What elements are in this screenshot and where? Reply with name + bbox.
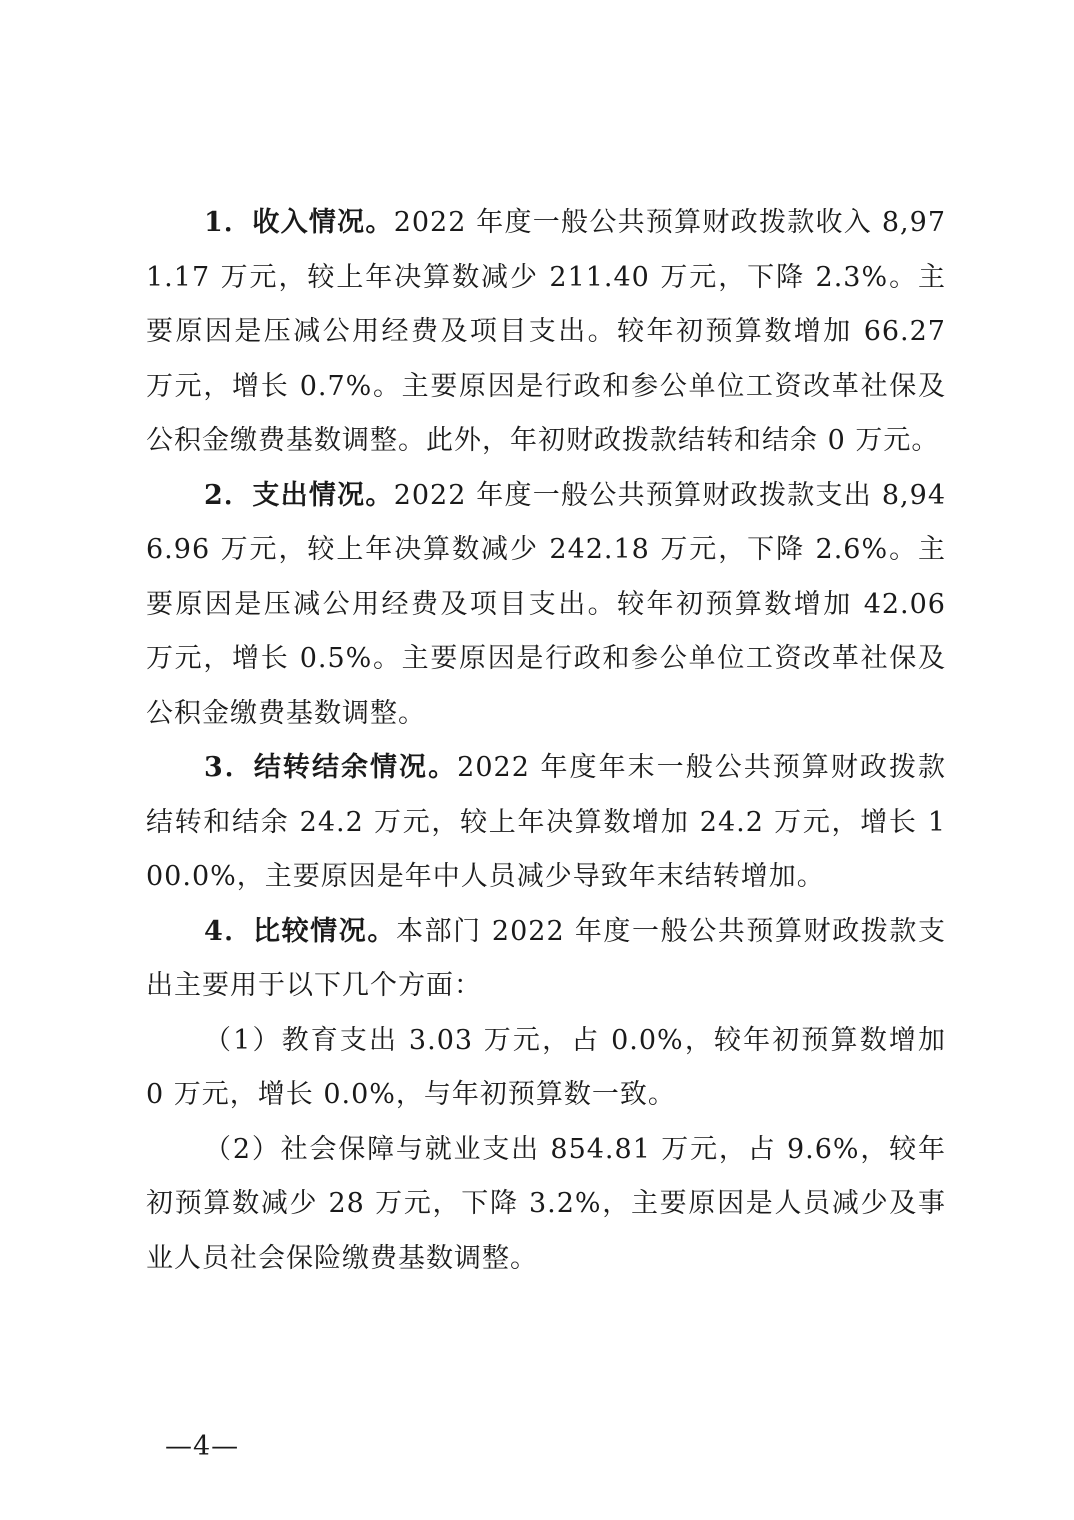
text-education: （1）教育支出 3.03 万元，占 0.0%，较年初预算数增加 0 万元，增长 0.0%，与年初预算数一致。 [146,1024,946,1110]
paragraph-carryover [146,741,946,905]
paragraph-education [146,1014,946,1123]
text-comparison: 本部门 2022 年度一般公共预算财政拨款支出主要用于以下几个方面： [146,915,946,1001]
text-expenditure: 2022 年度一般公共预算财政拨款支出 8,946.96 万元，较上年决算数减少 242.18 万元，下降 2.6%。主要原因是压减公用经费及项目支出。较年初预算数增加 42.06 万元，增长 0.5%。主要原因是行政和参公单位工资改革社保及公积金缴费基数调整。 [146,479,946,729]
text-income: 2022 年度一般公共预算财政拨款收入 8,971.17 万元，较上年决算数减少 211.40 万元，下降 2.3%。主要原因是压减公用经费及项目支出。较年初预算数增加 66.27 万元，增长 0.7%。主要原因是行政和参公单位工资改革社保及公积金缴费基数调整。此外，年初财政拨款结转和结余 0 万元。 [146,207,946,456]
heading-expenditure: 2．支出情况。 [204,479,394,511]
heading-income: 1．收入情况。 [204,207,394,238]
paragraph-expenditure [146,469,946,742]
text-social-security: （2）社会保障与就业支出 854.81 万元，占 9.6%，较年初预算数减少 28 万元，下降 3.2%，主要原因是人员减少及事业人员社会保险缴费基数调整。 [146,1133,946,1274]
body-text [146,196,946,1286]
heading-comparison: 4．比较情况。 [204,915,396,947]
paragraph-social-security [146,1123,946,1287]
page-number: —4— [165,1431,240,1462]
heading-carryover: 3．结转结余情况。 [204,752,458,783]
paragraph-income [146,196,946,469]
paragraph-comparison [146,905,946,1014]
text-carryover: 2022 年度年末一般公共预算财政拨款结转和结余 24.2 万元，较上年决算数增加 24.2 万元，增长 100.0%，主要原因是年中人员减少导致年末结转增加。 [146,752,947,892]
